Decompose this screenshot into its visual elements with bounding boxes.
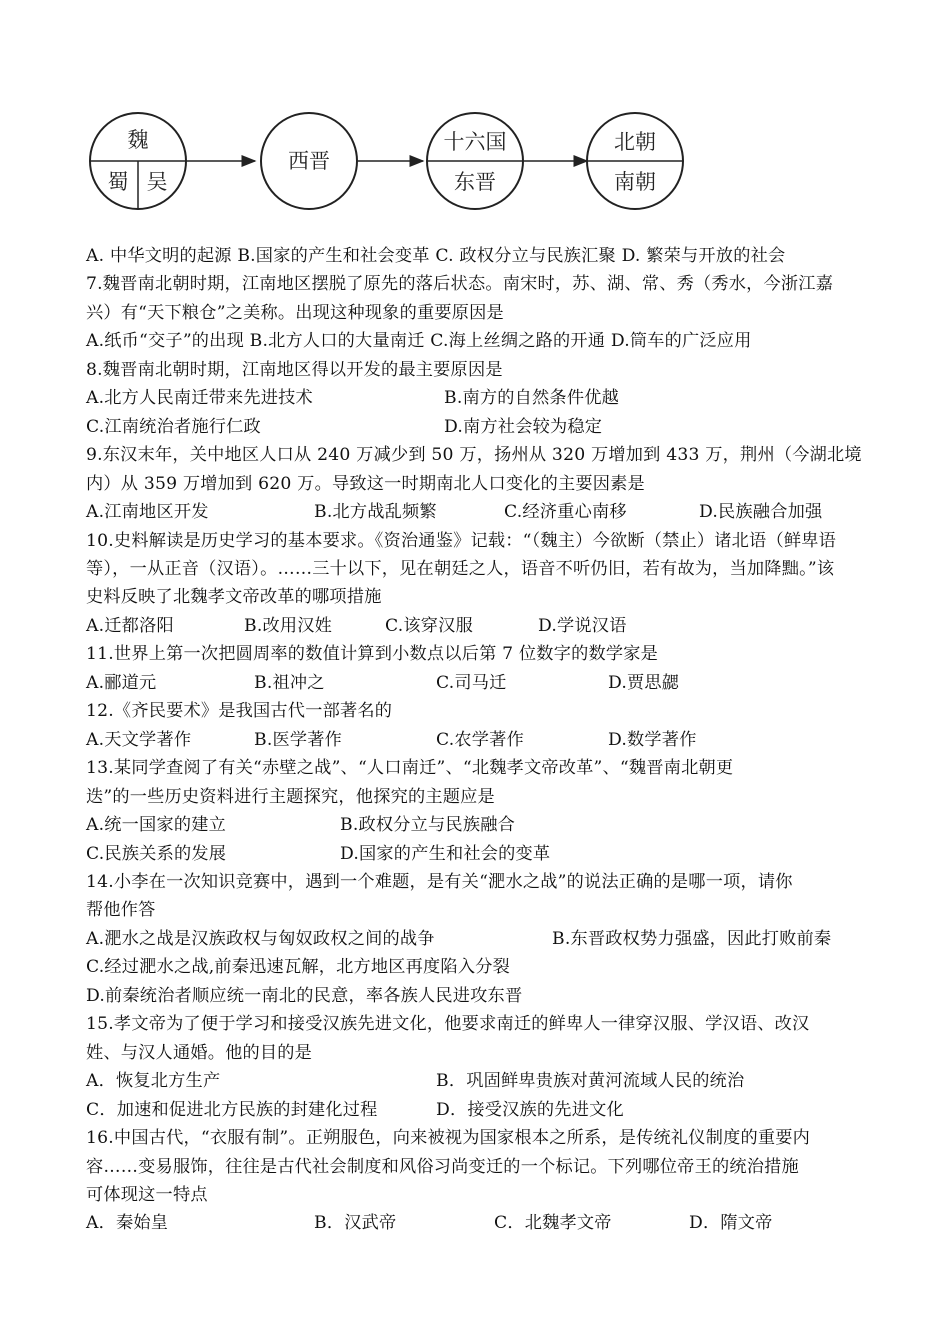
q13-option-a: A.统一国家的建立 [86,815,226,836]
label-western-jin: 西晋 [288,149,330,173]
q11-option-a: A.郦道元 [86,672,157,693]
q16-stem-2: 容……变易服饰，往往是古代社会制度和风俗习尚变迁的一个标记。下列哪位帝王的统治措施 [86,1156,799,1177]
q15-option-b: B．巩固鲜卑贵族对黄河流域人民的统治 [436,1071,745,1092]
q16-option-d: D．隋文帝 [689,1213,773,1234]
label-wu: 吴 [146,170,168,194]
q13-options-row-2 [86,840,886,868]
q8-options-row-1 [86,384,886,412]
q9-option-d: D.民族融合加强 [699,502,823,523]
q12-option-d: D.数学著作 [608,729,697,750]
q12-option-b: B.医学著作 [254,729,343,750]
q11-stem: 11.世界上第一次把圆周率的数值计算到小数点以后第 7 位数字的数学家是 [86,644,659,665]
q16-options [86,1209,886,1237]
q8-option-b: B.南方的自然条件优越 [444,388,619,409]
label-sixteen-kingdoms: 十六国 [443,130,507,154]
q15-options-row-1 [86,1067,886,1095]
q7-options: A.纸币“交子”的出现 B.北方人口的大量南迁 C.海上丝绸之路的开通 D.筒车的广泛应用 [86,331,752,352]
q13-option-c: C.民族关系的发展 [86,843,227,864]
q10-option-b: B.改用汉姓 [244,615,333,636]
q12-options [86,726,886,754]
dynasty-flow-diagram [80,105,700,220]
q9-stem-1: 9.东汉末年，关中地区人口从 240 万减少到 50 万，扬州从 320 万增加到 433 万，荆州（今湖北境 [86,445,862,466]
q16-option-b: B．汉武帝 [314,1213,397,1234]
q14-option-a: A.淝水之战是汉族政权与匈奴政权之间的战争 [86,928,435,949]
q11-option-d: D.贾思勰 [608,672,680,693]
q13-stem-1: 13.某同学查阅了有关“赤壁之战”、“人口南迁”、“北魏孝文帝改革”、“魏晋南北朝更 [86,758,734,779]
q11-option-b: B.祖冲之 [254,672,325,693]
label-shu: 蜀 [107,170,129,194]
question-list [86,242,886,1238]
q10-option-a: A.迁都洛阳 [86,615,174,636]
q12-option-c: C.农学著作 [436,729,524,750]
q8-option-c: C.江南统治者施行仁政 [86,416,261,437]
q14-option-b: B.东晋政权势力强盛，因此打败前秦 [552,928,832,949]
q16-stem-3: 可体现这一特点 [86,1184,208,1205]
q8-option-a: A.北方人民南迁带来先进技术 [86,388,313,409]
q15-option-c: C．加速和促进北方民族的封建化过程 [86,1099,378,1120]
q11-options [86,669,886,697]
q9-option-b: B.北方战乱频繁 [314,502,437,523]
q8-stem: 8.魏晋南北朝时期，江南地区得以开发的最主要原因是 [86,359,503,380]
q10-option-d: D.学说汉语 [538,615,627,636]
q13-option-b: B.政权分立与民族融合 [340,815,515,836]
q15-stem-2: 姓、与汉人通婚。他的目的是 [86,1042,313,1063]
q15-option-d: D．接受汉族的先进文化 [436,1099,624,1120]
q14-option-d: D.前秦统治者顺应统一南北的民意，率各族人民进攻东晋 [86,985,523,1006]
label-southern-dynasties: 南朝 [614,170,656,194]
q14-stem-2: 帮他作答 [86,900,156,921]
q10-options [86,612,886,640]
label-wei: 魏 [127,128,149,152]
q14-stem-1: 14.小李在一次知识竞赛中，遇到一个难题，是有关“淝水之战”的说法正确的是哪一项，请你 [86,871,793,892]
q11-option-c: C.司马迁 [436,672,507,693]
q8-option-d: D.南方社会较为稳定 [444,416,603,437]
q14-option-c: C.经过淝水之战,前秦迅速瓦解，北方地区再度陷入分裂 [86,957,510,978]
q9-option-c: C.经济重心南移 [504,502,627,523]
q16-option-a: A．秦始皇 [86,1213,169,1234]
q6-options: A. 中华文明的起源 B.国家的产生和社会变革 C. 政权分立与民族汇聚 D. 繁荣与开放的社会 [86,246,786,266]
q10-option-c: C.该穿汉服 [385,615,473,636]
q7-stem-1: 7.魏晋南北朝时期，江南地区摆脱了原先的落后状态。南宋时，苏、湖、常、秀（秀水，今浙江嘉 [86,274,834,295]
q15-options-row-2 [86,1096,886,1124]
q16-option-c: C．北魏孝文帝 [494,1213,612,1234]
q13-stem-2: 迭”的一些历史资料进行主题探究，他探究的主题应是 [86,786,495,807]
q9-options [86,498,886,526]
q8-options-row-2 [86,413,886,441]
q15-option-a: A．恢复北方生产 [86,1071,221,1092]
q13-option-d: D.国家的产生和社会的变革 [340,843,551,864]
label-northern-dynasties: 北朝 [614,130,656,154]
q12-option-a: A.天文学著作 [86,729,192,750]
q10-stem-2: 等），一从正音（汉语）。……三十以下，见在朝廷之人，语音不听仍旧，若有故为，当加降黜。”该 [86,558,835,579]
q9-option-a: A.江南地区开发 [86,502,209,523]
q12-stem: 12.《齐民要术》是我国古代一部著名的 [86,701,393,722]
q10-stem-3: 史料反映了北魏孝文帝改革的哪项措施 [86,587,382,608]
q7-stem-2: 兴）有“天下粮仓”之美称。出现这种现象的重要原因是 [86,302,504,323]
q16-stem-1: 16.中国古代，“衣服有制”。正朔服色，向来被视为国家根本之所系，是传统礼仪制度的重要内 [86,1128,811,1149]
q14-options-row-1 [86,925,886,953]
q10-stem-1: 10.史料解读是历史学习的基本要求。《资治通鉴》记载：“（魏主）今欲断（禁止）诸北语（鲜卑语 [86,530,836,551]
q15-stem-1: 15.孝文帝为了便于学习和接受汉族先进文化，他要求南迁的鲜卑人一律穿汉服、学汉语、改汉 [86,1014,810,1035]
label-eastern-jin: 东晋 [454,170,496,194]
q9-stem-2: 内）从 359 万增加到 620 万。导致这一时期南北人口变化的主要因素是 [86,473,645,494]
q13-options-row-1 [86,811,886,839]
